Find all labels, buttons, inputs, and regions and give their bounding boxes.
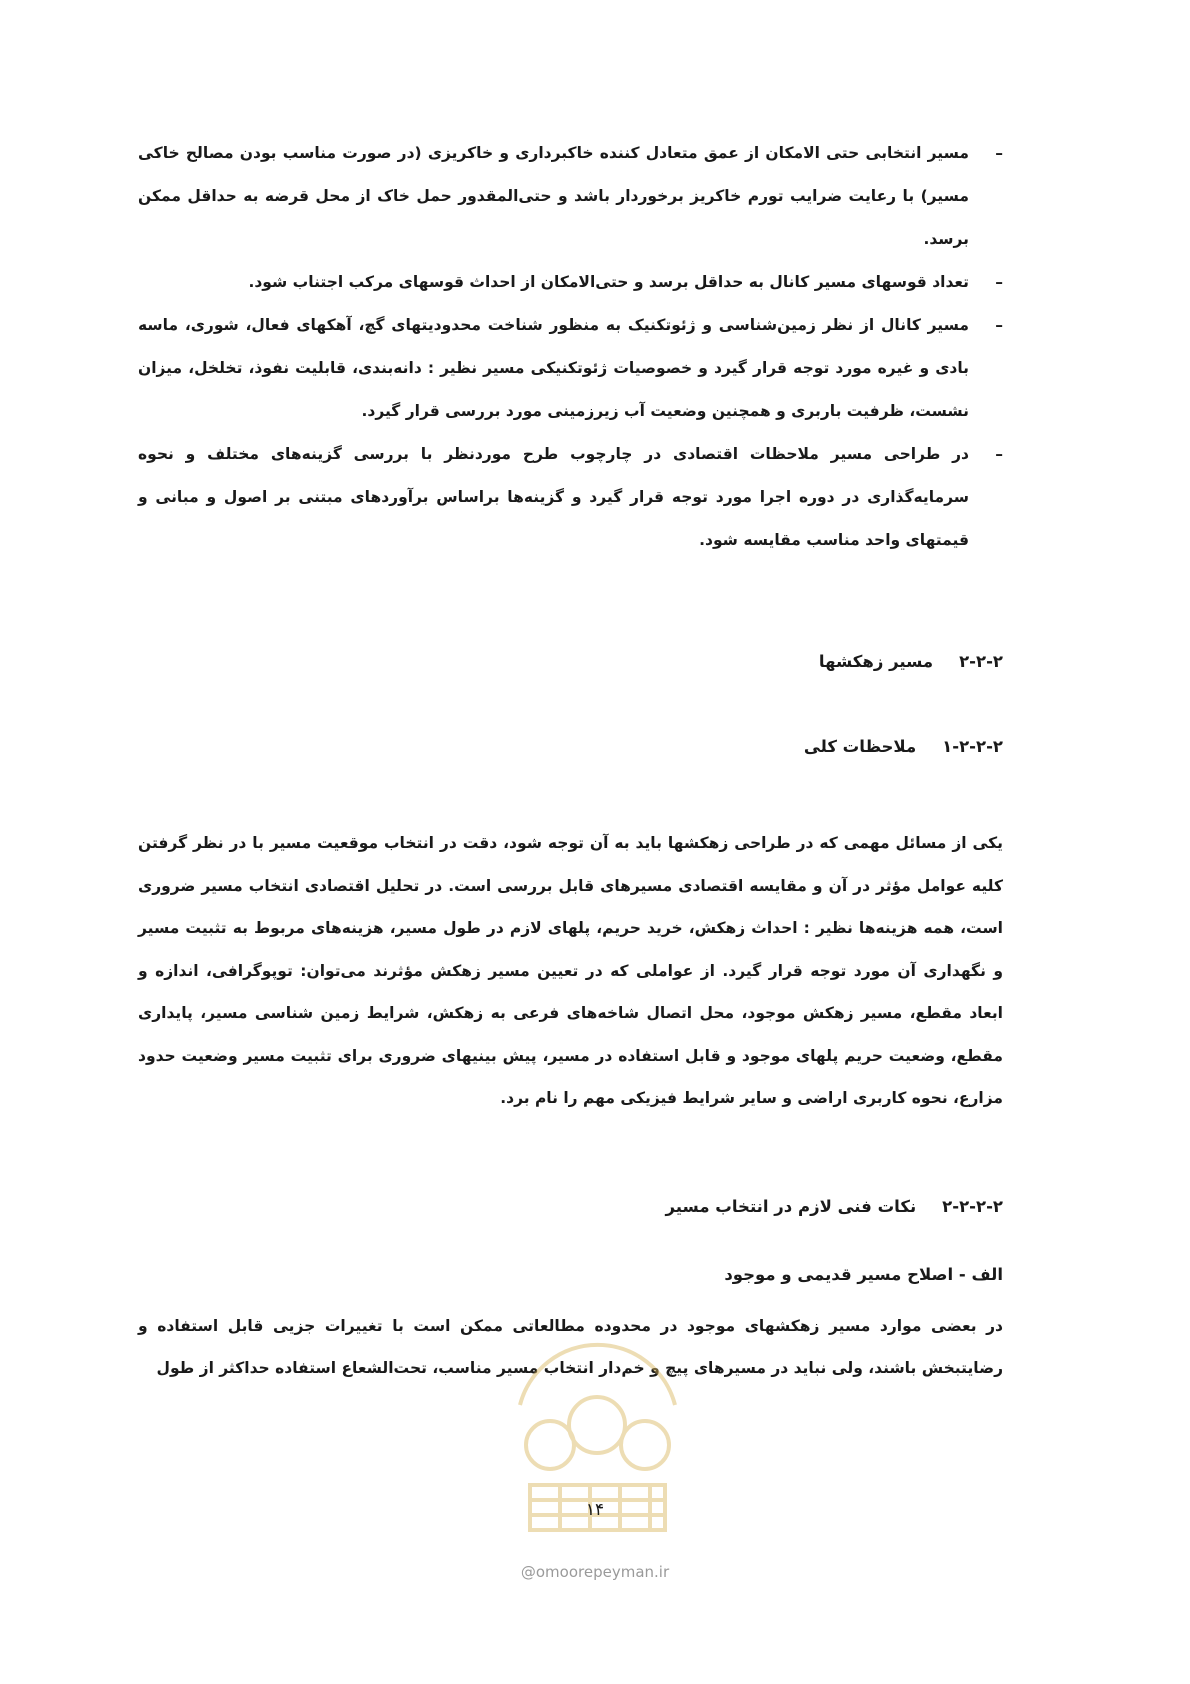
section-title: مسیر زهکشها	[818, 652, 934, 671]
section-number: ۱-۲-۲-۲	[942, 737, 1003, 756]
section-heading-drains-route	[819, 652, 1003, 671]
bullet-text: در طراحی مسیر ملاحظات اقتصادی در چارچوب طرح موردنظر با بررسی گزینه‌های مختلف و نحوه سرمایه‌گذاری در دوره اجرا مورد توجه قرار گیرد و گزینه‌ها براساس برآوردهای مبتنی بر اصول و مبانی و قیمتهای واحد مناسب مقایسه شود.	[138, 445, 969, 549]
section-title: ملاحظات کلی	[803, 737, 917, 756]
paragraph-general: یکی از مسائل مهمی که در طراحی زهکشها باید به آن توجه شود، دقت در انتخاب موقعیت مسیر با در نظر گرفتن کلیه عوامل مؤثر در آن و مقایسه اقتصادی مسیرهای قابل بررسی است. در تحلیل اقتصادی انتخاب مسیر ضروری است، همه هزینه‌ها نظیر : احداث زهکش، خرید حریم، پلهای لازم در طول مسیر، هزینه‌های مربوط به تثبیت مسیر و نگهداری آن مورد توجه قرار گیرد. از عواملی که در تعیین مسیر زهکش مؤثرند می‌توان: توپوگرافی، اندازه و ابعاد مقطع، مسیر زهکش موجود، محل اتصال شاخه‌های فرعی به زهکش، شرایط زمین شناسی مسیر، پایداری مقطع، وضعیت حریم پلهای موجود و قابل استفاده در مسیر، پیش بینیهای ضروری برای تثبیت مسیر وضعیت حدود مزارع، نحوه کاربری اراضی و سایر شرایط فیزیکی مهم را نام برد.	[138, 834, 1003, 1107]
bullet-item	[138, 261, 1003, 304]
section-title: نکات فنی لازم در انتخاب مسیر	[665, 1197, 917, 1216]
section-number: ۲-۲-۲	[959, 652, 1003, 671]
section-heading-general	[804, 737, 1003, 756]
bullet-text: مسیر انتخابی حتی الامکان از عمق متعادل کننده خاکبرداری و خاکریزی (در صورت مناسب بودن مصالح خاکی مسیر) با رعایت ضرایب تورم خاکریز برخوردار باشد و حتی‌المقدور حمل خاک از محل قرضه به حداقل ممکن برسد.	[138, 144, 969, 248]
bullet-marker: –	[995, 144, 1003, 162]
bullet-item	[138, 304, 1003, 433]
section-heading-technical	[666, 1197, 1003, 1216]
watermark-url: @omoorepeyman.ir	[520, 1563, 670, 1581]
bullet-list	[138, 132, 1003, 562]
bullet-text: مسیر کانال از نظر زمین‌شناسی و ژئوتکنیک به منظور شناخت محدودیتهای گچ، آهکهای فعال، شوری، ماسه بادی و غیره مورد توجه قرار گیرد و خصوصیات ژئوتکنیکی مسیر نظیر : دانه‌بندی، قابلیت نفوذ، تخلخل، میزان نشست، ظرفیت باربری و همچنین وضعیت آب زیرزمینی مورد بررسی قرار گیرد.	[138, 316, 969, 420]
paragraph-a: در بعضی موارد مسیر زهکشهای موجود در محدوده مطالعاتی ممکن است با تغییرات جزیی قابل استفاده و رضایتبخش باشند، ولی نباید در مسیرهای پیچ و خم‌دار انتخاب مسیر مناسب، تحت‌الشعاع استفاده حداکثر از طول	[138, 1317, 1003, 1377]
bullet-item	[138, 433, 1003, 562]
bullet-text: تعداد قوسهای مسیر کانال به حداقل برسد و حتی‌الامکان از احداث قوسهای مرکب اجتناب شود.	[248, 273, 969, 291]
subheading-a: الف - اصلاح مسیر قدیمی و موجود	[724, 1265, 1003, 1284]
bullet-marker: –	[995, 273, 1003, 291]
section-number: ۲-۲-۲-۲	[942, 1197, 1003, 1216]
page-number: ۱۴	[585, 1500, 605, 1520]
bullet-item	[138, 132, 1003, 261]
bullet-marker: –	[995, 445, 1003, 463]
bullet-marker: –	[995, 316, 1003, 334]
